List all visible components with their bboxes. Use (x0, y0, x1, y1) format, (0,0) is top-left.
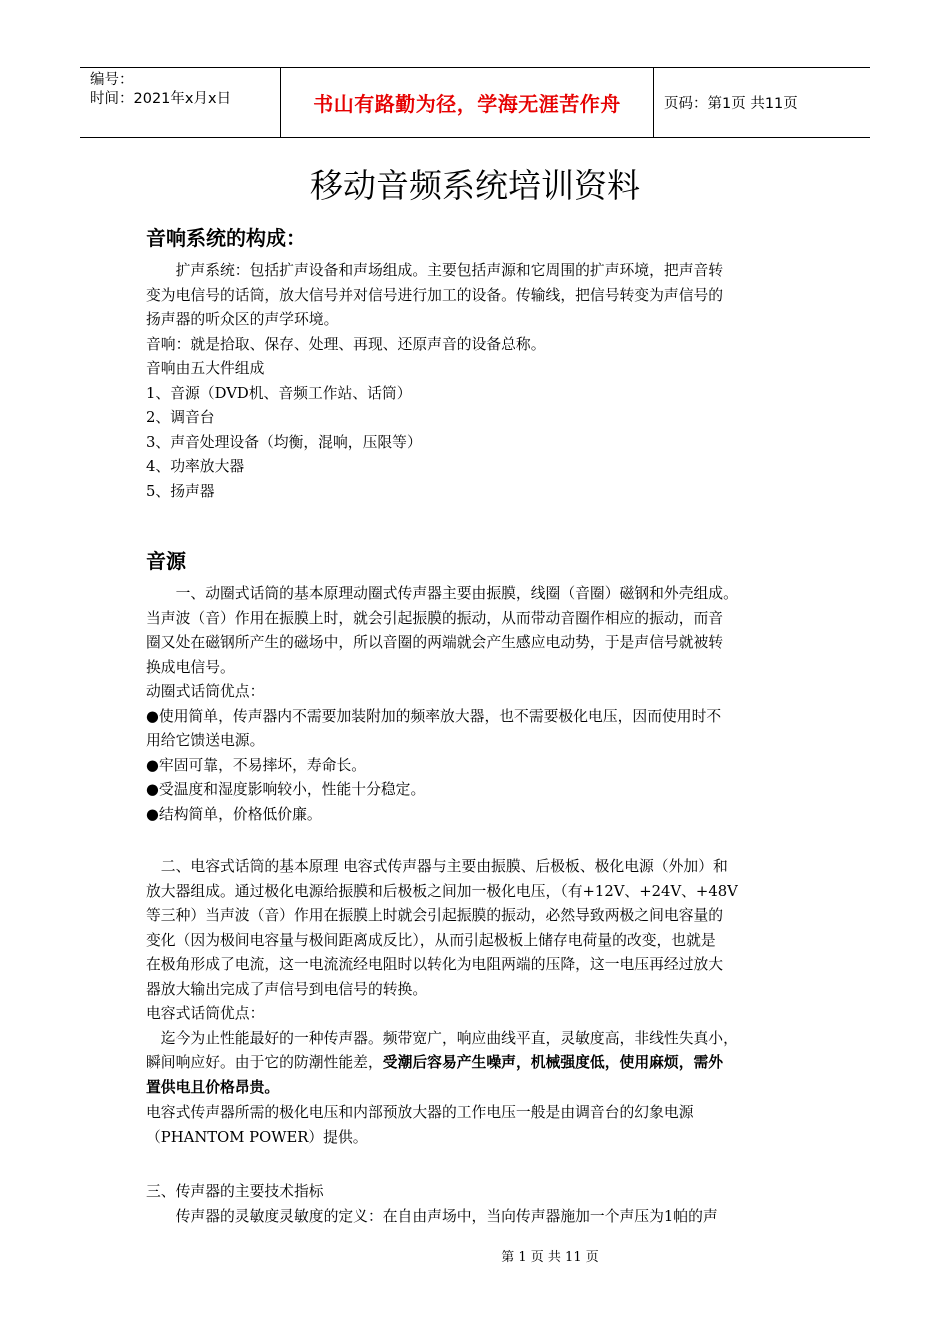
paragraph-line: 4、功率放大器 (146, 458, 245, 475)
paragraph-line: 音响由五大件组成 (146, 360, 265, 377)
paragraph-line: 器放大输出完成了声信号到电信号的转换。 (146, 980, 428, 998)
paragraph-line: 变化（因为极间电容量与极间距离成反比），从而引起极板上储存电荷量的改变，也就是 (146, 931, 716, 949)
paragraph-line: 圈又处在磁钢所产生的磁场中，所以音圈的两端就会产生感应电动势，于是声信号就被转 (146, 634, 724, 651)
document-header (80, 67, 870, 138)
paragraph-line: 换成电信号。 (146, 658, 235, 676)
emphasis-text: 受潮后容易产生噪声，机械强度低，使用麻烦，需外 (382, 1054, 724, 1071)
section-body (146, 259, 723, 504)
paragraph-line (146, 1076, 279, 1101)
paragraph-line: （PHANTOM POWER）提供。 (146, 1128, 368, 1146)
paragraph-line: 5、扬声器 (146, 482, 215, 500)
header-page-cell (654, 68, 870, 137)
paragraph-line: 一、动圈式话筒的基本原理动圈式传声器主要由振膜，线圈（音圈）磁钢和外壳组成。 (146, 585, 738, 602)
paragraph-line: 等三种）当声波（音）作用在振膜上时就会引起振膜的振动，必然导致两极之间电容量的 (146, 907, 724, 924)
emphasis-text: 置供电且价格昂贵。 (146, 1079, 280, 1096)
paragraph-line: 放大器组成。通过极化电源给振膜和后极板之间加一极化电压，（有+12V、+24V、+48V (146, 882, 738, 900)
paragraph-line: 在极角形成了电流，这一电流流经电阻时以转化为电阻两端的压降，这一电压再经过放大 (146, 956, 724, 973)
paragraph-line: 二、电容式话筒的基本原理 电容式传声器与主要由振膜、后极板、极化电源（外加）和 (146, 858, 728, 875)
paragraph-line: ●牢固可靠，不易摔坏，寿命长。 (146, 756, 367, 774)
page-info: 页码：第1页 共11页 (664, 96, 798, 112)
document-title: 移动音频系统培训资料 (310, 166, 640, 205)
paragraph-line: 电容式话筒优点： (146, 1005, 265, 1022)
number-label: 编号： (90, 72, 134, 88)
paragraph-line: 3、声音处理设备（均衡，混响，压限等） (146, 433, 422, 451)
header-info-cell (80, 68, 281, 137)
paragraph-line: 用给它馈送电源。 (146, 732, 265, 749)
paragraph-line: ●结构简单，价格低价廉。 (146, 805, 322, 823)
paragraph-line: 三、传声器的主要技术指标 (146, 1183, 324, 1200)
paragraph-line (146, 1051, 723, 1076)
time-label: 时间：2021年x月x日 (90, 91, 232, 107)
paragraph-line: 音响：就是拾取、保存、处理、再现、还原声音的设备总称。 (146, 335, 546, 353)
paragraph-line: ●使用简单，传声器内不需要加装附加的频率放大器，也不需要极化电压，因而使用时不 (146, 707, 722, 725)
paragraph-line: 电容式传声器所需的极化电压和内部预放大器的工作电压一般是由调音台的幻象电源 (146, 1104, 694, 1121)
paragraph-line: 迄今为止性能最好的一种传声器。频带宽广，响应曲线平直，灵敏度高，非线性失真小， (146, 1029, 738, 1047)
motto-text: 书山有路勤为径，学海无涯苦作舟 (313, 92, 621, 116)
page-footer (0, 1246, 950, 1265)
paragraph-line: 扬声器的听众区的声学环境。 (146, 311, 339, 328)
paragraph-line: 当声波（音）作用在振膜上时，就会引起振膜的振动，从而带动音圈作相应的振动，而音 (146, 609, 724, 627)
paragraph-line: 变为电信号的话筒，放大信号并对信号进行加工的设备。传输线，把信号转变为声信号的 (146, 286, 724, 304)
footer-page-number: 第 1 页 共 11 页 (501, 1250, 599, 1265)
paragraph-line: 传声器的灵敏度灵敏度的定义：在自由声场中，当向传声器施加一个声压为1帕的声 (146, 1207, 718, 1225)
section-body (146, 1101, 694, 1150)
section-body (146, 855, 738, 1051)
paragraph-line: 动圈式话筒优点： (146, 683, 265, 700)
header-motto-cell (281, 68, 654, 137)
paragraph-line: 2、调音台 (146, 409, 215, 426)
paragraph-line: 1、音源（DVD机、音频工作站、话筒） (146, 384, 412, 402)
paragraph-line: ●受温度和湿度影响较小，性能十分稳定。 (146, 781, 426, 798)
paragraph-line: 扩声系统：包括扩声设备和声场组成。主要包括声源和它周围的扩声环境，把声音转 (146, 262, 724, 279)
section-body (146, 582, 738, 827)
section-body (146, 1180, 718, 1229)
section-heading: 音响系统的构成： (146, 226, 306, 250)
section-heading: 音源 (146, 549, 186, 573)
plain-text: 瞬间响应好。由于它的防潮性能差， (146, 1054, 383, 1071)
